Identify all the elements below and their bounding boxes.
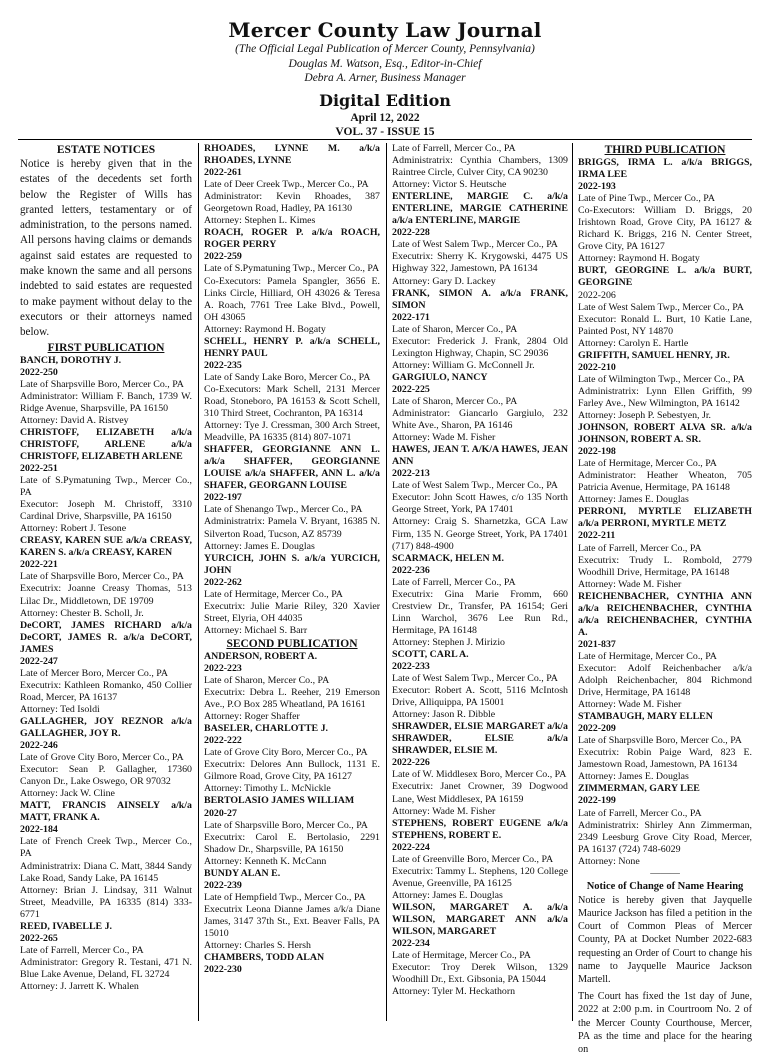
estate-name: 2022-234 bbox=[392, 938, 430, 950]
estate-name: BERTOLASIO JAMES WILLIAM bbox=[204, 795, 355, 807]
estate-name: 2021-837 bbox=[578, 638, 616, 650]
estate-name: 2022-193 bbox=[578, 181, 616, 193]
estate-name: 2022-246 bbox=[20, 740, 58, 752]
notice-line: Co-Executors: Mark Schell, 2131 Mercer Road, Stoneboro, PA 16153 & Scott Schell, 310 Third Street, Cochranton, PA 16314 bbox=[204, 383, 380, 420]
notice-line: Late of Farrell, Mercer Co., PA bbox=[578, 542, 702, 554]
estate-name: 2022-221 bbox=[20, 559, 58, 571]
estate-name: SCHELL, HENRY P. a/k/a SCHELL, HENRY PAUL bbox=[204, 335, 380, 359]
estate-name: 2022-261 bbox=[204, 167, 242, 179]
notice-line: Late of Sharpsville Boro, Mercer Co., PA bbox=[204, 819, 368, 831]
notice-line: Executrix: Gina Marie Fromm, 660 Crestview Dr., Transfer, PA 16154; Geri Linn Warchol, 3676 Lee Run Rd., Hermitage, PA 16148 bbox=[392, 588, 568, 636]
notice-line: Late of Pine Twp., Mercer Co., PA bbox=[578, 193, 715, 205]
notice-line: Late of West Salem Twp., Mercer Co., PA bbox=[578, 301, 744, 313]
notice-line: Executor: Adolf Reichenbacher a/k/a Adolph Reichenbacher, 804 Richmond Drive, Hermitage, PA 16148 bbox=[578, 662, 752, 699]
estate-name: 2022-210 bbox=[578, 361, 616, 373]
notice-line: Late of Grove City Boro, Mercer Co., PA bbox=[20, 752, 184, 764]
notice-line: Attorney: Craig S. Sharnetzka, GCA Law Firm, 135 N. George Street, York, PA 17401 (717) 848-4900 bbox=[392, 516, 568, 552]
notice-line: Late of Hermitage, Mercer Co., PA bbox=[578, 458, 717, 470]
estate-name: 2022-251 bbox=[20, 462, 58, 474]
notice-line: Attorney: J. Jarrett K. Whalen bbox=[20, 981, 139, 992]
notice-line: Late of W. Middlesex Boro, Mercer Co., PA bbox=[392, 769, 567, 781]
notice-line: Attorney: Jack W. Cline bbox=[20, 788, 115, 800]
notice-heading: Notice of Change of Name Hearing bbox=[586, 880, 744, 892]
notice-line: Administrator: Giancarlo Gargiulo, 232 White Ave., Sharon, PA 16146 bbox=[392, 408, 568, 432]
notice-line: Attorney: Stephen J. Mirizio bbox=[392, 636, 505, 648]
estate-name: FRANK, SIMON A. a/k/a FRANK, SIMON bbox=[392, 287, 568, 311]
notice-line: Executor: Robert A. Scott, 5116 McIntosh Drive, Alliquippa, PA 15001 bbox=[392, 685, 568, 709]
notice-line: Executrix: Delores Ann Bullock, 1131 E. Gilmore Road, Grove City, PA 16127 bbox=[204, 759, 380, 783]
estate-name: 2022-224 bbox=[392, 841, 430, 853]
notice-line: Attorney: Joseph P. Sebestyen, Jr. bbox=[578, 409, 712, 421]
estate-name: 2022-262 bbox=[204, 576, 242, 588]
notice-line: Administratrix: Pamela V. Bryant, 16385 N. Silverton Road, Tucson, AZ 85739 bbox=[204, 516, 380, 540]
notice-line: Executrix: Julie Marie Riley, 320 Xavier Street, Elyria, OH 44035 bbox=[204, 600, 380, 624]
notice-line: Attorney: Wade M. Fisher bbox=[392, 432, 496, 444]
notice-line: Executrix: Tammy L. Stephens, 120 College Avenue, Greenville, PA 16125 bbox=[392, 865, 568, 889]
estate-name: SCARMACK, HELEN M. bbox=[392, 552, 504, 564]
issue-date: April 12, 2022 bbox=[350, 111, 420, 124]
notice-line: Late of Greenville Boro, Mercer Co., PA bbox=[392, 853, 554, 865]
estate-name: 2022-228 bbox=[392, 227, 430, 239]
notice-line: Attorney: Robert J. Tesone bbox=[20, 523, 127, 535]
notice-line: Executrix: Robin Paige Ward, 823 E. Jamestown Road, Jamestown, PA 16134 bbox=[578, 747, 752, 771]
notice-line: Attorney: Jason R. Dibble bbox=[392, 709, 496, 721]
estate-name: 2022-247 bbox=[20, 655, 58, 667]
estate-name: 2022-199 bbox=[578, 795, 616, 807]
notice-line: Late of Hermitage, Mercer Co., PA bbox=[578, 650, 717, 662]
notice-line: Late of Sharpsville Boro, Mercer Co., PA bbox=[578, 735, 742, 747]
notice-line: Attorney: Gary D. Lackey bbox=[392, 275, 496, 287]
notice-line: Attorney: Tye J. Cressman, 300 Arch Street, Meadville, PA 16335 (814) 807-1071 bbox=[204, 420, 380, 444]
notice-line: Administratrix: Diana C. Matt, 3844 Sandy Lake Road, Sandy Lake, PA 16145 bbox=[20, 860, 192, 884]
notice-line: Late of Sharpsville Boro, Mercer Co., PA bbox=[20, 571, 184, 583]
notice-line: Co-Executors: William D. Briggs, 20 Irishtown Road, Grove City, PA 16127 & Richard K. Briggs, 216 N. Center Street, Grove City, PA 16127 bbox=[578, 205, 752, 253]
notice-line: Attorney: William G. McConnell Jr. bbox=[392, 359, 535, 371]
notice-line: Attorney: Raymond H. Bogaty bbox=[204, 323, 326, 335]
estate-name: 2022-184 bbox=[20, 824, 58, 836]
notice-line: Late of French Creek Twp., Mercer Co., PA bbox=[20, 836, 192, 860]
section-heading: ESTATE NOTICES bbox=[56, 144, 156, 156]
notice-line: Administrator: Gregory R. Testani, 471 N. Blue Lake Avenue, Deland, FL 32724 bbox=[20, 956, 192, 980]
notice-line: Executrix: Kathleen Romanko, 450 Collier Road, Mercer, PA 16137 bbox=[20, 679, 192, 703]
estate-name: DeCORT, JAMES RICHARD a/k/a DeCORT, JAMES R. a/k/a DeCORT, JAMES bbox=[20, 619, 192, 655]
notice-line: Late of Sharon, Mercer Co., PA bbox=[392, 323, 518, 335]
notice-line: Attorney: James E. Douglas bbox=[578, 494, 689, 506]
estate-name: 2022-171 bbox=[392, 311, 430, 323]
editor-line: Douglas M. Watson, Esq., Editor-in-Chief bbox=[288, 57, 482, 70]
notice-line: Late of Sharon, Mercer Co., PA bbox=[204, 675, 330, 687]
notice-line: Executrix: Debra L. Reeher, 219 Emerson Ave., P.O Box 285 Wheatland, PA 16161 bbox=[204, 687, 380, 711]
notice-line: Late of Deer Creek Twp., Mercer Co., PA bbox=[204, 179, 369, 191]
estate-name: 2022-250 bbox=[20, 366, 58, 378]
notice-line: Attorney: Carolyn E. Hartle bbox=[578, 337, 689, 349]
publication-subtitle: (The Official Legal Publication of Mercer County, Pennsylvania) bbox=[235, 43, 535, 55]
notice-line: Administrator: Kevin Rhoades, 387 Georgetown Road, Hadley, PA 16130 bbox=[204, 191, 380, 215]
notice-line: Attorney: Michael S. Barr bbox=[204, 624, 308, 636]
notice-line: Attorney: Raymond H. Bogaty bbox=[578, 253, 700, 265]
estate-name: STAMBAUGH, MARY ELLEN bbox=[578, 711, 713, 723]
notice-line: Late of Farrell, Mercer Co., PA bbox=[578, 807, 702, 819]
estate-name: 2022-233 bbox=[392, 661, 430, 673]
estate-name: PERRONI, MYRTLE ELIZABETH a/k/a PERRONI, MYRTLE METZ bbox=[578, 506, 752, 530]
notice-line: Executrix: Joanne Creasy Thomas, 513 Lilac Dr., Middletown, DE 19709 bbox=[20, 583, 192, 607]
notice-line: Late of Mercer Boro, Mercer Co., PA bbox=[20, 667, 168, 679]
notice-line: Administratrix: Shirley Ann Zimmerman, 2349 Leesburg Grove City Road, Mercer, PA 16137 (724) 748-6029 bbox=[578, 819, 752, 855]
notice-line: Executor: Troy Derek Wilson, 1329 Woodhill Dr., Ext. Gibsonia, PA 15044 bbox=[392, 962, 568, 986]
volume-issue: VOL. 37 - ISSUE 15 bbox=[335, 125, 435, 138]
estate-name: 2020-27 bbox=[204, 807, 237, 819]
estate-name: CHAMBERS, TODD ALAN bbox=[204, 952, 325, 964]
estate-name: 2022-259 bbox=[204, 251, 242, 263]
estate-name: 2022-223 bbox=[204, 662, 242, 674]
estate-name: 2022-209 bbox=[578, 723, 616, 735]
notice-line: Attorney: Stephen L. Kimes bbox=[204, 215, 316, 227]
columns bbox=[20, 143, 752, 1056]
estate-name: ANDERSON, ROBERT A. bbox=[204, 650, 318, 662]
estate-name: YURCICH, JOHN S. a/k/a YURCICH, JOHN bbox=[204, 552, 380, 576]
notice-line: Executor: Ronald L. Burt, 10 Katie Lane, Painted Post, NY 14870 bbox=[578, 313, 752, 337]
notice-line: Attorney: Timothy L. McNickle bbox=[204, 783, 331, 795]
notice-line: 2022-206 bbox=[578, 289, 616, 301]
column-3 bbox=[392, 143, 568, 1021]
estate-name: MATT, FRANCIS AINSELY a/k/a MATT, FRANK A. bbox=[20, 800, 192, 824]
notice-line: Executor: Sean P. Gallagher, 17360 Canyon Dr., Lake Oswego, OR 97032 bbox=[20, 764, 192, 788]
estate-name: GARGIULO, NANCY bbox=[392, 371, 488, 383]
notice-line: Late of West Salem Twp., Mercer Co., PA bbox=[392, 480, 558, 492]
publication-heading: FIRST PUBLICATION bbox=[47, 341, 165, 354]
notice-line: Attorney: Chester B. Scholl, Jr. bbox=[20, 607, 144, 619]
notice-line: Late of West Salem Twp., Mercer Co., PA bbox=[392, 239, 558, 251]
notice-line: Attorney: Brian J. Lindsay, 311 Walnut Street, Meadville, PA 16335 (814) 333-6771 bbox=[20, 884, 192, 920]
estate-name: 2022-230 bbox=[204, 964, 242, 976]
estate-name: 2022-198 bbox=[578, 446, 616, 458]
notice-line: Attorney: James E. Douglas bbox=[392, 889, 503, 901]
column-1 bbox=[20, 143, 192, 1021]
estate-name: 2022-197 bbox=[204, 492, 242, 504]
notice-line: Late of Hermitage, Mercer Co., PA bbox=[392, 950, 531, 962]
estate-name: ZIMMERMAN, GARY LEE bbox=[578, 783, 700, 795]
estate-name: WILSON, MARGARET A. a/k/a WILSON, MARGARET ANN a/k/a WILSON, MARGARET bbox=[392, 901, 568, 938]
header-rule bbox=[18, 139, 752, 140]
notice-line: Executrix: Janet Crowner, 39 Dogwood Lane, West Middlesex, PA 16159 bbox=[392, 781, 568, 805]
business-manager-line: Debra A. Arner, Business Manager bbox=[304, 72, 466, 84]
notice-line: Late of West Salem Twp., Mercer Co., PA bbox=[392, 673, 558, 685]
estate-name: 2022-225 bbox=[392, 383, 430, 395]
notice-line: Late of Hempfield Twp., Mercer Co., PA bbox=[204, 891, 366, 903]
estate-name: REICHENBACHER, CYNTHIA ANN a/k/a REICHENBACHER, CYNTHIA a/k/a REICHENBACHER, CYNTHIA A. bbox=[578, 590, 752, 638]
notice-line: Attorney: Charles S. Hersh bbox=[204, 940, 311, 952]
notice-line: Executor: Frederick J. Frank, 2804 Old Lexington Highway, Chapin, SC 29036 bbox=[392, 335, 568, 359]
notice-line: Attorney: Wade M. Fisher bbox=[392, 805, 496, 817]
notice-line: Attorney: Victor S. Heutsche bbox=[392, 179, 507, 191]
estate-name: BURT, GEORGINE L. a/k/a BURT, GEORGINE bbox=[578, 265, 752, 289]
section-divider: ——— bbox=[650, 867, 680, 879]
notice-line: Attorney: Kenneth K. McCann bbox=[204, 855, 327, 867]
estate-name: BUNDY ALAN E. bbox=[204, 867, 281, 879]
notice-line: Late of Farrell, Mercer Co., PA bbox=[392, 576, 516, 588]
estate-name: BASELER, CHARLOTTE J. bbox=[204, 723, 329, 735]
notice-line: Administrator: William F. Banch, 1739 W. Ridge Avenue, Sharpsville, PA 16150 bbox=[20, 390, 192, 414]
notice-line: Attorney: Ted Isoldi bbox=[20, 703, 100, 715]
notice-line: Executrix: Carol E. Bertolasio, 2291 Shadow Dr., Sharpsville, PA 16150 bbox=[204, 831, 380, 855]
notice-line: Executor: John Scott Hawes, c/o 135 North George Street, York, PA 17401 bbox=[392, 492, 568, 516]
notice-line: Administratrix: Cynthia Chambers, 1309 Raintree Circle, Culver City, CA 90230 bbox=[392, 155, 568, 179]
masthead bbox=[0, 0, 770, 139]
estate-name: STEPHENS, ROBERT EUGENE a/k/a STEPHENS, ROBERT E. bbox=[392, 817, 568, 841]
notice-line: Late of Sandy Lake Boro, Mercer Co., PA bbox=[204, 371, 371, 383]
notice-line: Administrator: Heather Wheaton, 705 Patricia Avenue, Hermitage, PA 16148 bbox=[578, 470, 752, 494]
estate-name: BANCH, DOROTHY J. bbox=[20, 354, 122, 366]
notice-line: Executrix Leona Dianne James a/k/a Diane James, 3147 37th St., Ext. Beaver Falls, PA 15010 bbox=[204, 903, 380, 939]
publication-heading: SECOND PUBLICATION bbox=[226, 637, 358, 650]
estate-name: CREASY, KAREN SUE a/k/a CREASY, KAREN S. a/k/a CREASY, KAREN bbox=[20, 535, 192, 559]
estate-name: BRIGGS, IRMA L. a/k/a BRIGGS, IRMA LEE bbox=[578, 157, 752, 181]
column-2 bbox=[204, 143, 380, 1021]
estate-name: SHAFFER, GEORGIANNE ANN L. a/k/a SHAFFER, GEORGIANNE LOUISE a/k/a SHAFFER, ANN L. a/k/a SHAFER, GEORGANN LOUISE bbox=[204, 444, 380, 492]
notice-line: Late of S.Pymatuning Twp., Mercer Co., PA bbox=[20, 475, 192, 499]
notice-line: Late of Sharon, Mercer Co., PA bbox=[392, 395, 518, 407]
column-4 bbox=[578, 143, 752, 1056]
notice-line: Attorney: James E. Douglas bbox=[204, 540, 315, 552]
notice-line: Attorney: Roger Shaffer bbox=[204, 711, 300, 723]
notice-line: Late of Hermitage, Mercer Co., PA bbox=[204, 588, 343, 600]
notice-line: Late of Farrell, Mercer Co., PA bbox=[392, 143, 516, 154]
notice-line: Late of Shenango Twp., Mercer Co., PA bbox=[204, 504, 363, 516]
estate-name: 2022-226 bbox=[392, 757, 430, 769]
estate-name: JOHNSON, ROBERT ALVA SR. a/k/a JOHNSON, ROBERT A. SR. bbox=[578, 422, 752, 446]
notice-line: Executrix: Trudy L. Rombold, 2779 Woodhill Drive, Hermitage, PA 16148 bbox=[578, 554, 752, 578]
estate-name: RHOADES, LYNNE M. a/k/a RHOADES, LYNNE bbox=[204, 143, 380, 167]
estate-name: 2022-211 bbox=[578, 530, 616, 542]
estate-name: 2022-222 bbox=[204, 735, 242, 747]
estate-name: GRIFFITH, SAMUEL HENRY, JR. bbox=[578, 349, 730, 361]
estate-name: 2022-213 bbox=[392, 468, 430, 480]
estate-name: CHRISTOFF, ELIZABETH a/k/a CHRISTOFF, ARLENE a/k/a CHRISTOFF, ELIZABETH ARLENE bbox=[20, 426, 192, 462]
notice-line: Administratrix: Lynn Ellen Griffith, 99 Farley Ave., New Wilmington, PA 16142 bbox=[578, 385, 752, 409]
notice-line: Late of Grove City Boro, Mercer Co., PA bbox=[204, 747, 368, 759]
notice-line: Attorney: None bbox=[578, 855, 640, 867]
estate-name: 2022-239 bbox=[204, 879, 242, 891]
name-change-notice: The Court has fixed the 1st day of June, 2022 at 2:00 p.m. in Courtroom No. 2 of the Mercer County Courthouse, Mercer, PA as the time and place for the hearing on bbox=[578, 991, 752, 1056]
estate-name: 2022-236 bbox=[392, 564, 430, 576]
estate-name: SHRAWDER, ELSIE MARGARET a/k/a SHRAWDER, ELSIE a/k/a SHRAWDER, ELSIE M. bbox=[392, 721, 568, 757]
estate-notice-intro: Notice is hereby given that in the estates of the decedents set forth below the Register of Wills has granted letters, testamentary or of administration, to the persons named. All persons having claims or demands against said estates are requested to make known the same and all persons indebted to said estates are requested to make payment without delay to the executors or their attorneys named below. bbox=[20, 158, 192, 339]
estate-name: HAWES, JEAN T. A/K/A HAWES, JEAN ANN bbox=[392, 444, 568, 468]
notice-line: Attorney: Tyler M. Heckathorn bbox=[392, 986, 516, 998]
estate-name: REED, IVABELLE J. bbox=[20, 920, 113, 932]
estate-name: SCOTT, CARL A. bbox=[392, 648, 469, 660]
notice-line: Executrix: Sherry K. Krygowski, 4475 US Highway 322, Jamestown, PA 16134 bbox=[392, 251, 568, 275]
publication-heading: THIRD PUBLICATION bbox=[604, 144, 726, 156]
notice-line: Late of Farrell, Mercer Co., PA bbox=[20, 944, 144, 956]
notice-line: Co-Executors: Pamela Spangler, 3656 E. Links Circle, Hilliard, OH 43026 & Teresa A. Roach, 7761 Tree Lake Blvd., Powell, OH 43065 bbox=[204, 275, 380, 323]
notice-line: Attorney: David A. Ristvey bbox=[20, 414, 129, 426]
estate-name: 2022-235 bbox=[204, 359, 242, 371]
notice-line: Attorney: James E. Douglas bbox=[578, 771, 689, 783]
journal-title: Mercer County Law Journal bbox=[228, 18, 542, 42]
estate-name: 2022-265 bbox=[20, 932, 58, 944]
edition-label: Digital Edition bbox=[319, 90, 451, 110]
notice-line: Executor: Joseph M. Christoff, 3310 Cardinal Drive, Sharpsville, PA 16150 bbox=[20, 499, 192, 523]
estate-name: GALLAGHER, JOY REZNOR a/k/a GALLAGHER, JOY R. bbox=[20, 715, 192, 740]
notice-line: Attorney: Wade M. Fisher bbox=[578, 578, 682, 590]
notice-line: Late of S.Pymatuning Twp., Mercer Co., PA bbox=[204, 263, 380, 275]
notice-line: Attorney: Wade M. Fisher bbox=[578, 699, 682, 711]
notice-line: Late of Sharpsville Boro, Mercer Co., PA bbox=[20, 378, 184, 390]
estate-name: ENTERLINE, MARGIE C. a/k/a ENTERLINE, MARGIE CATHERINE a/k/a ENTERLINE, MARGIE bbox=[392, 191, 568, 227]
name-change-notice: Notice is hereby given that Jayquelle Maurice Jackson has filed a petition in the Court of Common Pleas of Mercer County, PA at Docket Number 2022-683 requesting an Order of Court to change his name to Jayquelle Maurice Jackson Martell. bbox=[578, 894, 752, 986]
notice-line: Late of Wilmington Twp., Mercer Co., PA bbox=[578, 373, 745, 385]
estate-name: ROACH, ROGER P. a/k/a ROACH, ROGER PERRY bbox=[204, 227, 380, 251]
